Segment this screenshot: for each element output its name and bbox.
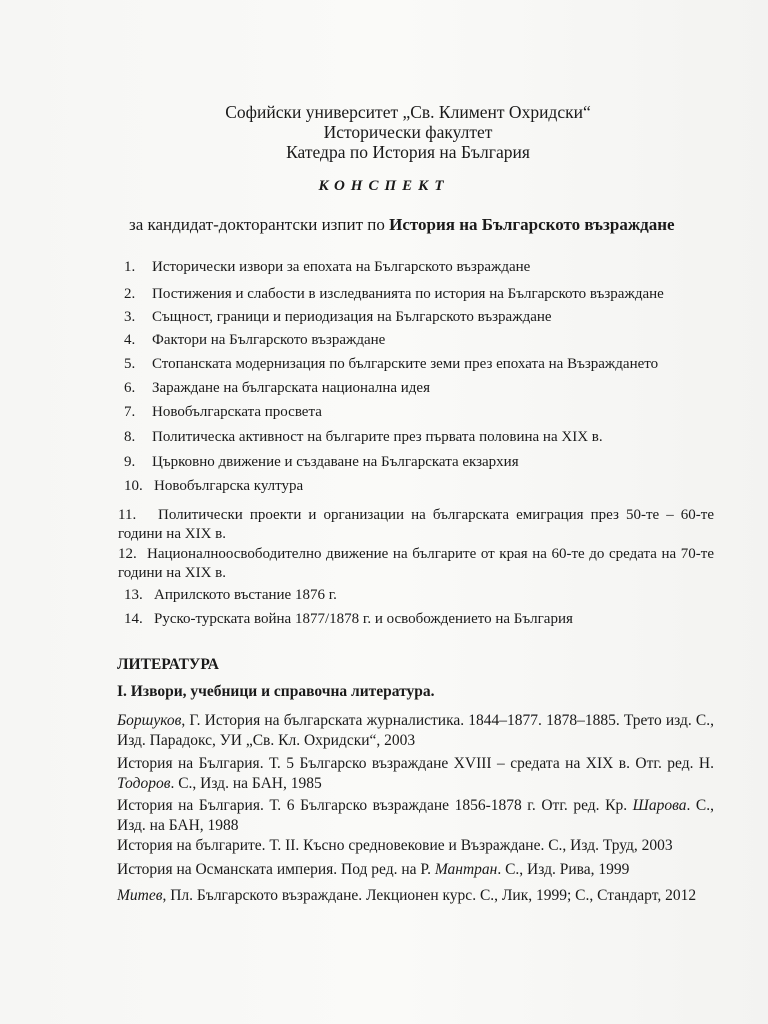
reference-author: Боршуков (117, 712, 182, 729)
topic-number: 12. (118, 546, 137, 562)
reference-editor: Мантран (434, 861, 498, 878)
topic-text: Новобългарска култура (154, 478, 304, 494)
reference-text: , Г. История на българската журналистика. 1844–1877. 1878–1885. Трето изд. С., Изд. Парадокс, УИ „Св. Кл. Охридски“, 2003 (117, 712, 714, 749)
reference-text-end: . С., Изд. Рива, 1999 (497, 861, 630, 878)
topic-item (124, 478, 303, 495)
topic-text: Постижения и слабости в изследванията по история на Българското възраждане (152, 286, 664, 302)
topic-item (124, 587, 337, 604)
topic-number: 10. (124, 478, 143, 494)
reference-item (117, 796, 714, 836)
topic-item (124, 429, 603, 446)
reference-item (117, 886, 714, 906)
topic-text: Новобългарската просвета (152, 404, 322, 420)
reference-text: История на България. Т. 6 Българско възраждане 1856-1878 г. Отг. ред. Кр. (117, 797, 633, 814)
topic-number: 9. (124, 454, 136, 470)
reference-text: История на България. Т. 5 Българско възраждане XVIII – средата на XIX в. Отг. ред. Н. (117, 755, 714, 772)
topic-number: 1. (124, 259, 136, 275)
topic-text: Националноосвободително движение на българите от края на 60-те до средата на 70-те години на XIX в. (118, 546, 714, 581)
university-name: Софийски университет „Св. Климент Охридски“ (225, 102, 591, 122)
reference-author: Митев (117, 887, 163, 904)
reference-item (117, 836, 714, 856)
topic-number: 11. (118, 507, 137, 523)
literature-section-heading: І. Извори, учебници и справочна литература. (117, 683, 435, 700)
topic-item (124, 404, 322, 421)
reference-editor: Тодоров (117, 775, 171, 792)
topic-number: 8. (124, 429, 136, 445)
topic-text: Фактори на Българското възраждане (152, 332, 386, 348)
reference-text: , Пл. Българското възраждане. Лекционен курс. С., Лик, 1999; С., Стандарт, 2012 (162, 887, 697, 904)
reference-item (117, 860, 714, 880)
topic-number: 2. (124, 286, 136, 302)
reference-text: История на българите. Т. II. Късно средновековие и Възраждане. С., Изд. Труд, 2003 (117, 837, 673, 854)
topic-number: 7. (124, 404, 136, 420)
topic-text: Исторически извори за епохата на Българското възраждане (152, 259, 531, 275)
topic-item (124, 611, 573, 628)
document-header (0, 102, 768, 162)
topic-item (124, 286, 664, 303)
subtitle-prefix: за кандидат-докторантски изпит по (129, 215, 390, 234)
literature-heading: ЛИТЕРАТУРА (117, 656, 219, 673)
reference-editor: Шарова (632, 797, 687, 814)
topic-text: Политически проекти и организации на българската емиграция през 50-те – 60-те години на XIX в. (118, 507, 714, 542)
reference-text: История на Османската империя. Под ред. на Р. (117, 861, 435, 878)
topic-item (124, 356, 658, 373)
department-name: Катедра по История на България (286, 142, 530, 162)
topic-item (124, 259, 530, 276)
topic-text: Стопанската модернизация по българските земи през епохата на Възраждането (152, 356, 659, 372)
document-subtitle (129, 215, 675, 235)
topic-number: 3. (124, 309, 136, 325)
topic-item (118, 506, 714, 544)
document-title: КОНСПЕКТ (318, 178, 450, 194)
topic-number: 6. (124, 380, 136, 396)
topic-text: Зараждане на българската национална идея (152, 380, 430, 396)
topic-number: 5. (124, 356, 136, 372)
topic-item (124, 380, 430, 397)
topic-text: Априлското въстание 1876 г. (154, 587, 337, 603)
topic-item (124, 454, 519, 471)
topic-text: Политическа активност на българите през първата половина на XIX в. (152, 429, 603, 445)
topic-text: Руско-турската война 1877/1878 г. и освобождението на България (154, 611, 573, 627)
faculty-name: Исторически факултет (323, 122, 493, 142)
topic-text: Църковно движение и създаване на Българската екзархия (152, 454, 519, 470)
reference-item (117, 754, 714, 794)
topic-number: 13. (124, 587, 143, 603)
topic-number: 14. (124, 611, 143, 627)
topic-item (124, 332, 385, 349)
subtitle-subject: История на Българското възраждане (389, 215, 675, 234)
reference-text-end: . С., Изд. на БАН, 1988 (117, 797, 715, 834)
reference-item (117, 711, 714, 751)
topic-item (118, 545, 714, 583)
topic-number: 4. (124, 332, 136, 348)
topic-text: Същност, граници и периодизация на Българското възраждане (152, 309, 552, 325)
reference-text-end: . С., Изд. на БАН, 1985 (170, 775, 322, 792)
topic-item (124, 309, 552, 326)
